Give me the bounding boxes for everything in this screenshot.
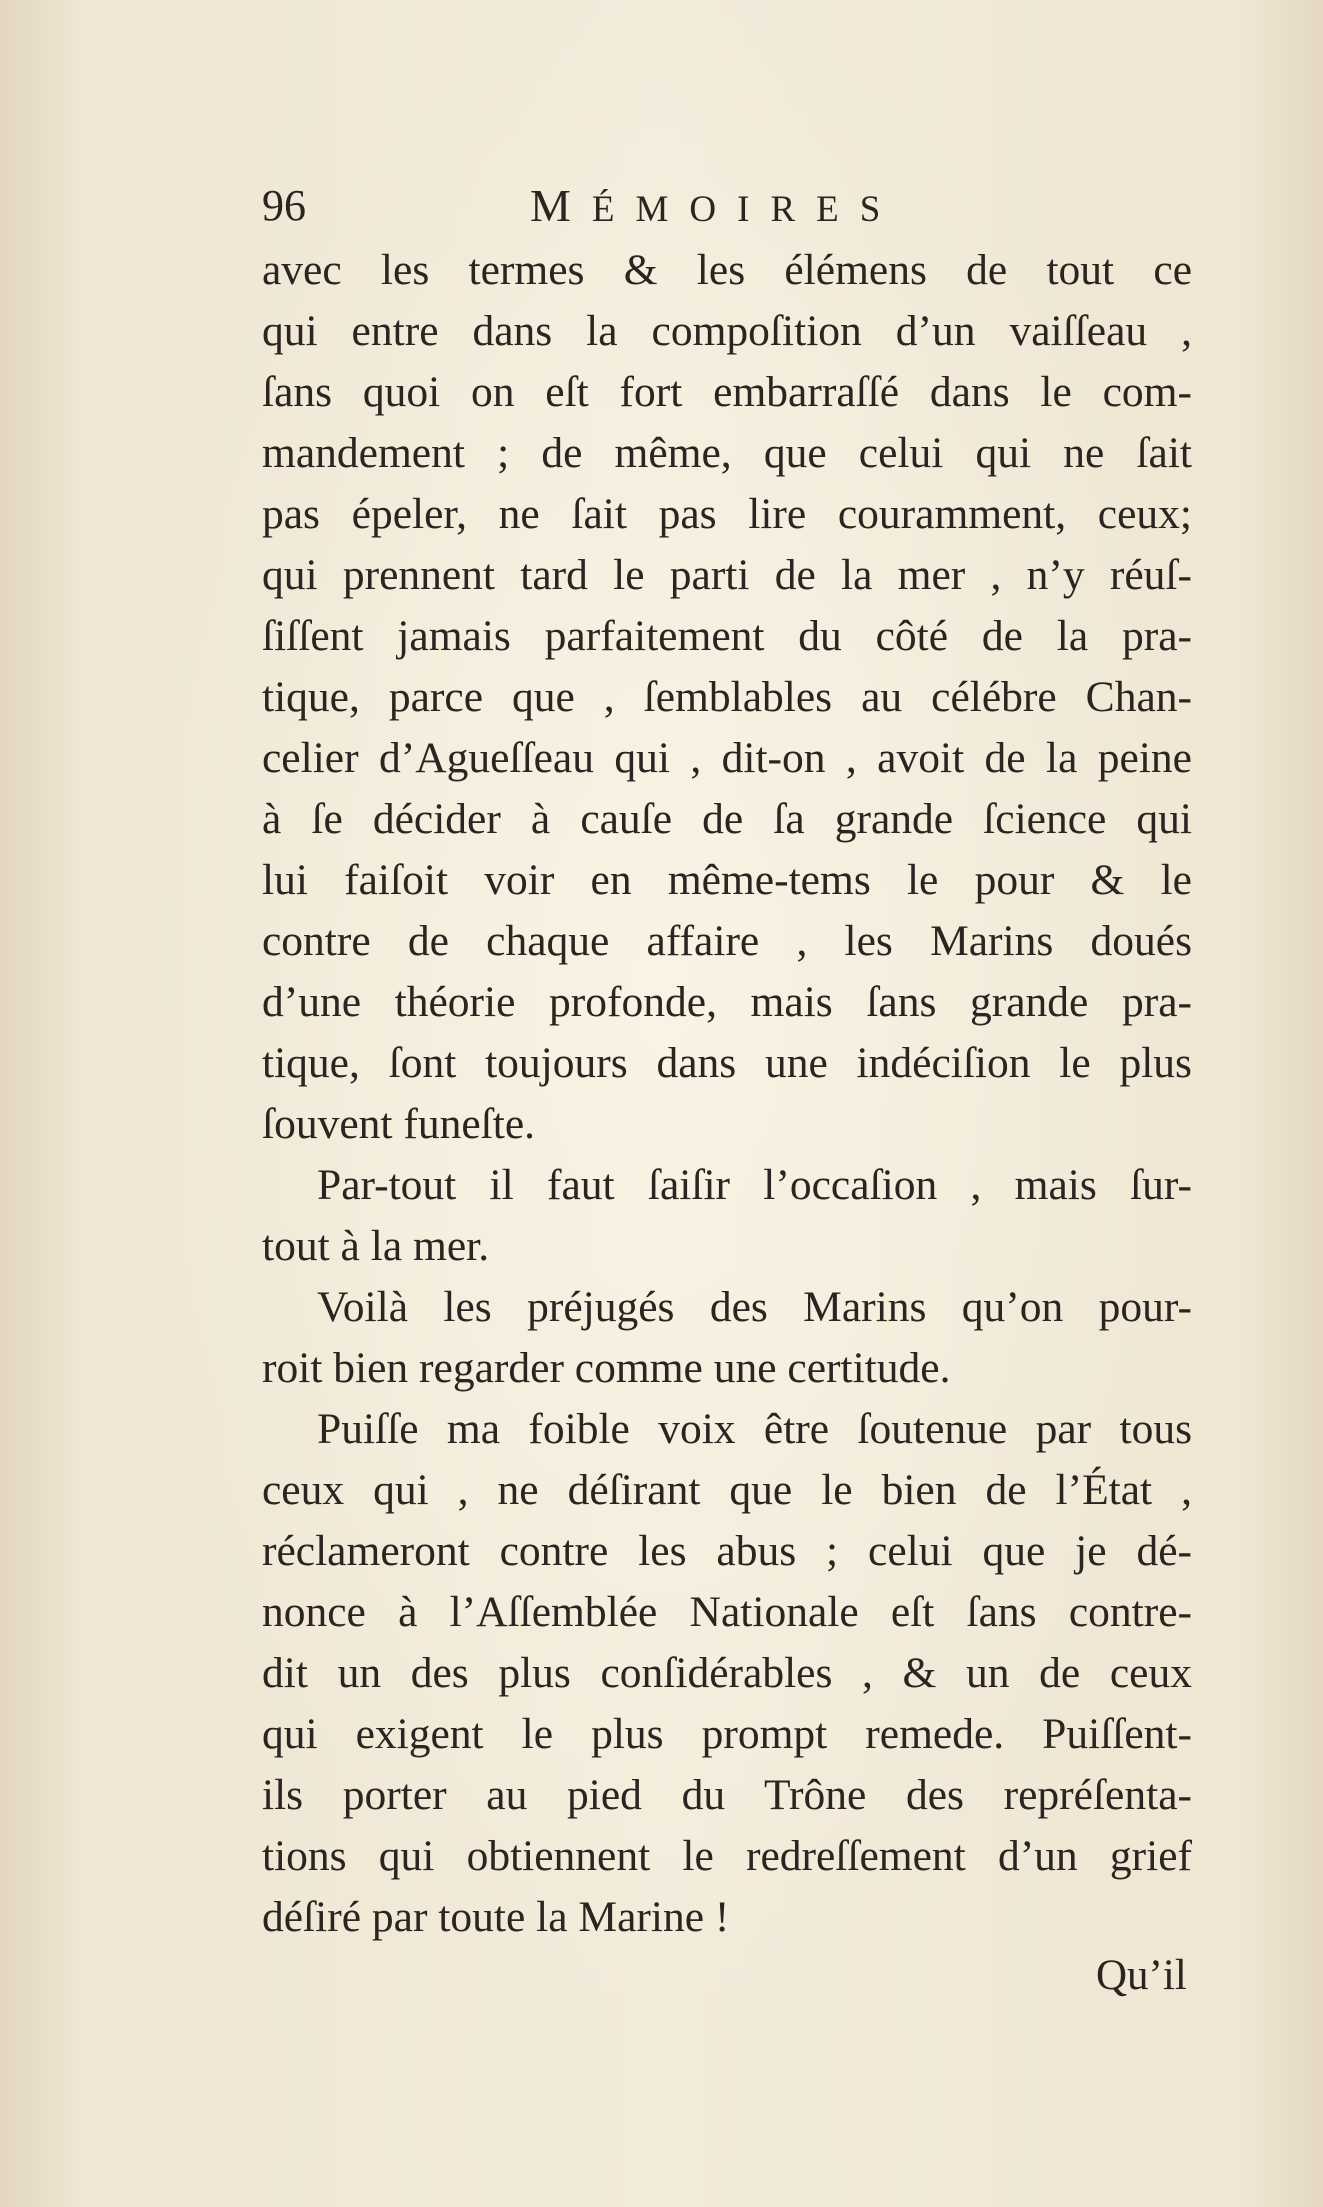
text-line: avec les termes & les élémens de tout ce bbox=[262, 246, 1192, 294]
running-head: MÉMOIRES bbox=[530, 180, 902, 231]
text-line: qui entre dans la compoſition d’un vaiſſeau , bbox=[262, 307, 1192, 355]
text-line: ſouvent funeſte. bbox=[262, 1100, 536, 1148]
text-line: ceux qui , ne déſirant que le bien de l’État , bbox=[262, 1466, 1192, 1514]
text-line: qui exigent le plus prompt remede. Puiſſent- bbox=[262, 1710, 1192, 1758]
page-header bbox=[262, 176, 1182, 236]
text-line: Puiſſe ma foible voix être ſoutenue par tous bbox=[317, 1405, 1192, 1453]
text-line: d’une théorie profonde, mais ſans grande pra- bbox=[262, 978, 1192, 1026]
text-line: tout à la mer. bbox=[262, 1222, 490, 1270]
text-line: nonce à l’Aſſemblée Nationale eſt ſans contre- bbox=[262, 1588, 1192, 1636]
text-line: roit bien regarder comme une certitude. bbox=[262, 1344, 951, 1392]
text-line: réclameront contre les abus ; celui que je dé- bbox=[262, 1527, 1192, 1575]
text-line: tique, parce que , ſemblables au célébre Chan- bbox=[262, 673, 1192, 721]
text-line: Voilà les préjugés des Marins qu’on pour- bbox=[317, 1283, 1192, 1331]
text-line: celier d’Agueſſeau qui , dit-on , avoit de la peine bbox=[262, 734, 1192, 782]
text-line: pas épeler, ne ſait pas lire couramment, ceux; bbox=[262, 490, 1192, 538]
text-line: tions qui obtiennent le redreſſement d’un grief bbox=[262, 1832, 1192, 1880]
text-line: qui prennent tard le parti de la mer , n’y réuſ- bbox=[262, 551, 1192, 599]
text-line: contre de chaque affaire , les Marins doués bbox=[262, 917, 1192, 965]
text-line: Par-tout il faut ſaiſir l’occaſion , mais ſur- bbox=[317, 1161, 1192, 1209]
text-line: ſiſſent jamais parfaitement du côté de la pra- bbox=[262, 612, 1192, 660]
text-line: ils porter au pied du Trône des repréſenta- bbox=[262, 1771, 1192, 1819]
text-line: lui faiſoit voir en même-tems le pour & le bbox=[262, 856, 1192, 904]
text-line: mandement ; de même, que celui qui ne ſait bbox=[262, 429, 1192, 477]
page-number: 96 bbox=[262, 181, 306, 230]
text-line: tique, ſont toujours dans une indéciſion le plus bbox=[262, 1039, 1192, 1087]
body-text bbox=[262, 240, 1192, 1948]
text-line: ſans quoi on eſt fort embarraſſé dans le com- bbox=[262, 368, 1192, 416]
text-line: déſiré par toute la Marine ! bbox=[262, 1893, 730, 1941]
text-line: dit un des plus conſidérables , & un de ceux bbox=[262, 1649, 1192, 1697]
catchword: Qu’il bbox=[1096, 1952, 1187, 1999]
text-line: à ſe décider à cauſe de ſa grande ſcience qui bbox=[262, 795, 1192, 843]
